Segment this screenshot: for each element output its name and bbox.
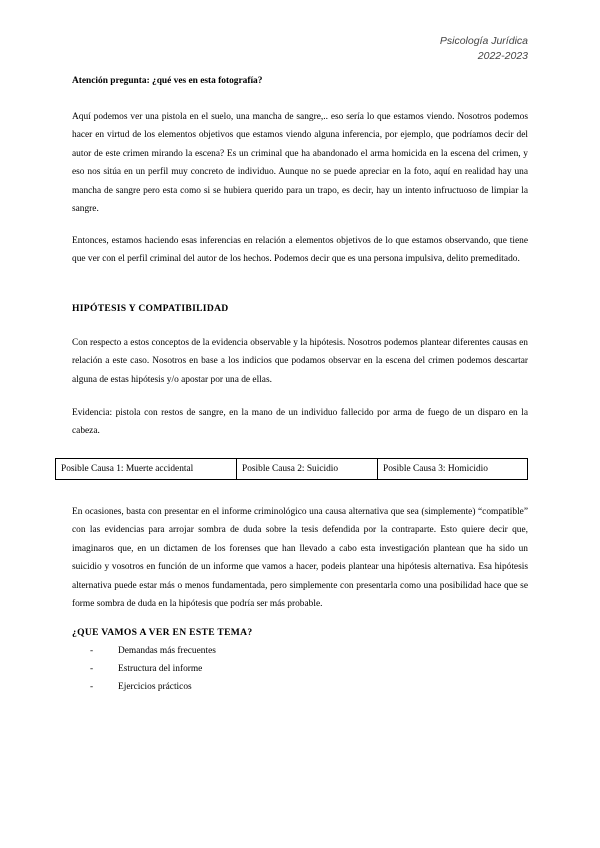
topic-label: Demandas más frecuentes bbox=[118, 646, 216, 656]
paragraph-3: Con respecto a estos conceptos de la evidencia observable y la hipótesis. Nosotros podemos plantear diferentes causas en relación a este caso. Nosotros en base a los indicios que podamos observar en la escena del crimen podemos descartar alguna de estas hipótesis y/o apostar por una de ellas. bbox=[72, 338, 528, 385]
topics-list bbox=[72, 642, 216, 696]
paragraph-2-block bbox=[72, 232, 528, 269]
bullet-dash: - bbox=[90, 646, 94, 656]
causes-table bbox=[55, 458, 528, 480]
bullet-dash: - bbox=[90, 664, 94, 674]
section-2-heading-block bbox=[72, 624, 528, 642]
list-item bbox=[72, 660, 216, 678]
list-item bbox=[72, 642, 216, 660]
cause-cell-2: Posible Causa 2: Suicidio bbox=[237, 459, 378, 480]
section-1-heading-block bbox=[72, 300, 528, 318]
section-heading-hipotesis: HIPÓTESIS Y COMPATIBILIDAD bbox=[72, 303, 229, 314]
section-heading-tema: ¿QUE VAMOS A VER EN ESTE TEMA? bbox=[72, 627, 253, 638]
header-year: 2022-2023 bbox=[477, 50, 528, 62]
paragraph-5-block bbox=[72, 503, 528, 613]
cause-cell-3: Posible Causa 3: Homicidio bbox=[378, 459, 528, 480]
page-header bbox=[440, 34, 528, 64]
question-text: Atención pregunta: ¿qué ves en esta fotografía? bbox=[72, 76, 263, 86]
paragraph-5: En ocasiones, basta con presentar en el informe criminológico una causa alternativa que sea (simplemente) “compatible” con las evidencias para arrojar sombra de duda sobre la tesis defendida por la contraparte. Esto quiere decir que, imaginaros que, en un dictamen de los forenses que han llevado a cabo esta investigación plantean que ha sido un suicidio y vosotros en función de un informe que vamos a hacer, podeis plantear una hipótesis alternativa. Esa hipótesis alternativa puede estar más o menos fundamentada, pero simplemente con presentarla como una posibilidad hace que se forme sombra de duda en la hipótesis que podría ser más probable. bbox=[72, 507, 528, 610]
paragraph-1: Aquí podemos ver una pistola en el suelo, una mancha de sangre,.. eso sería lo que estamos viendo. Nosotros podemos hacer en virtud de los elementos objetivos que estamos viendo alguna inferencia, por ejemplo, que podríamos decir del autor de este crimen mirando la escena? Es un criminal que ha abandonado el arma homicida en la escena del crimen, y eso nos sitúa en un perfil muy concreto de individuo. Aunque no se puede apreciar en la foto, aquí en realidad hay una mancha de sangre pero esta como si se hubiera querido para un trapo, es decir, hay un intento infructuoso de limpiar la sangre. bbox=[72, 112, 528, 215]
paragraph-1-block bbox=[72, 108, 528, 218]
topic-label: Estructura del informe bbox=[118, 664, 203, 674]
paragraph-3-block bbox=[72, 334, 528, 389]
topic-label: Ejercicios prácticos bbox=[118, 682, 192, 692]
bullet-dash: - bbox=[90, 682, 94, 692]
header-subject: Psicología Jurídica bbox=[439, 35, 528, 47]
paragraph-4: Evidencia: pistola con restos de sangre, en la mano de un individuo fallecido por arma de fuego de un disparo en la cabeza. bbox=[72, 408, 528, 437]
list-item bbox=[72, 678, 216, 696]
paragraph-4-block bbox=[72, 404, 528, 441]
paragraph-2: Entonces, estamos haciendo esas inferencias en relación a elementos objetivos de lo que estamos observando, que tiene que ver con el perfil criminal del autor de los hechos. Podemos decir que es una persona impulsiva, delito premeditado. bbox=[72, 236, 528, 265]
table-row bbox=[56, 459, 528, 480]
question-block bbox=[72, 72, 528, 90]
cause-cell-1: Posible Causa 1: Muerte accidental bbox=[56, 459, 237, 480]
